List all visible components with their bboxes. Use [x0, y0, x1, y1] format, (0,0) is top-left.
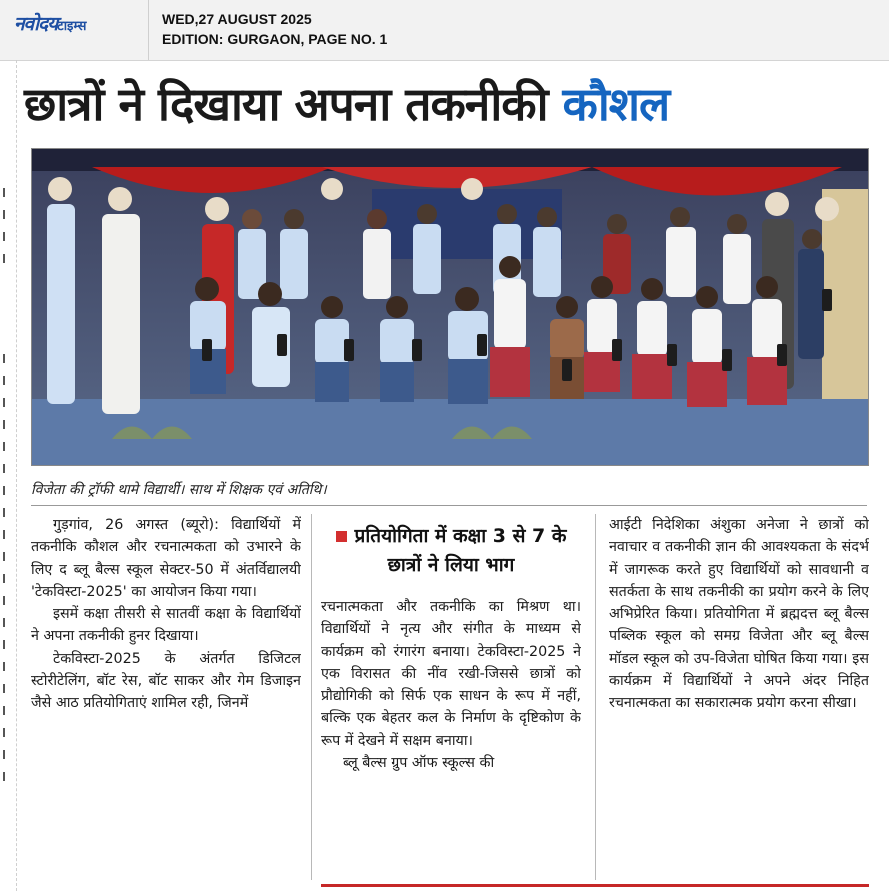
- paragraph: ब्लू बैल्स ग्रुप ऑफ स्कूल्स की: [343, 755, 495, 772]
- paragraph: रचनात्मकता और तकनीकि का मिश्रण था। विद्यार्थियों ने नृत्य और संगीत के माध्यम से कार्यक्रम को रंगारंग बनाया। टेकविस्टा-2025 ने एक विरासत की नींव रखी-जिससे छात्रों को प्रौद्योगिकी को सिर्फ एक साधन के रूप में नहीं, बल्कि एक बेहतर कल के निर्माण के दृष्टिकोण के रूप में देखने में सक्षम बनाया।: [321, 599, 581, 749]
- red-square-bullet-icon: [336, 531, 347, 542]
- article-headline: [24, 64, 884, 144]
- edition-line: EDITION: GURGAON, PAGE NO. 1: [162, 31, 388, 47]
- logo-sub-text: टाइम्स: [57, 19, 87, 34]
- bottom-red-rule: [321, 884, 869, 887]
- article-column-2: [321, 514, 581, 884]
- article-column-3: [609, 514, 869, 884]
- photo-caption: विजेता की ट्रॉफी थामे विद्यार्थी। साथ में शिक्षक एवं अतिथि।: [31, 482, 327, 498]
- newspaper-logo[interactable]: [14, 10, 86, 36]
- masthead-bar: [0, 0, 889, 61]
- paragraph: इसमें कक्षा तीसरी से सातवीं कक्षा के विद्यार्थियों ने अपना तकनीकी हुनर दिखाया।: [31, 606, 301, 645]
- headline-main-text: छात्रों ने दिखाया अपना तकनीकी: [24, 77, 548, 131]
- article-column-1: [31, 514, 301, 884]
- edition-info: [162, 9, 387, 49]
- students-with-trophies-illustration: [32, 149, 868, 465]
- paragraph: आईटी निदेशिका अंशुका अनेजा ने छात्रों को नवाचार व तकनीकी ज्ञान की आवश्यकता के संदर्भ में जागरूक करते हुए विद्यार्थियों को सावधानी व सतर्कता के साथ तकनीकी का प्रयोग करने के लिए अभिप्रेरित किया। प्रतियोगिता में ब्रह्मदत्त ब्लू बैल्स पब्लिक स्कूल को समग्र विजेता और ब्लू बैल्स मॉडल स्कूल को उप-विजेता घोषित किया गया। इस कार्यक्रम में विद्यार्थियों ने अपने अंदर निहित रचनात्मकता का सकारात्मक प्रयोग करना सीखा।: [609, 517, 869, 712]
- paragraph: गुड़गांव, 26 अगस्त (ब्यूरो): विद्यार्थियों में तकनीकि कौशल और रचनात्मकता को उभारने के लिए द ब्लू बैल्स स्कूल सेक्टर-50 में अंतर्विद्यालयी 'टेकविस्टा-2025' का आयोजन किया गया।: [31, 517, 301, 600]
- group-photo: [31, 148, 869, 466]
- column-divider: [595, 514, 596, 880]
- clipping-edge-marks: [0, 60, 17, 891]
- paragraph: टेकविस्टा-2025 के अंतर्गत डिजिटल स्टोरीटेलिंग, बॉट रेस, बॉट साकर और गेम डिजाइन जैसे आठ प्रतियोगिताएं शामिल रही, जिनमें: [31, 650, 301, 712]
- subheading: [321, 522, 581, 580]
- masthead-divider: [148, 0, 149, 60]
- subheading-text: प्रतियोगिता में कक्षा 3 से 7 के छात्रों ने लिया भाग: [354, 525, 567, 576]
- date-line: WED,27 AUGUST 2025: [162, 11, 312, 27]
- logo-main-text: नवोदय: [14, 13, 58, 35]
- column-divider: [311, 514, 312, 880]
- headline-highlight-text: कौशल: [562, 77, 670, 131]
- caption-divider: [31, 505, 867, 506]
